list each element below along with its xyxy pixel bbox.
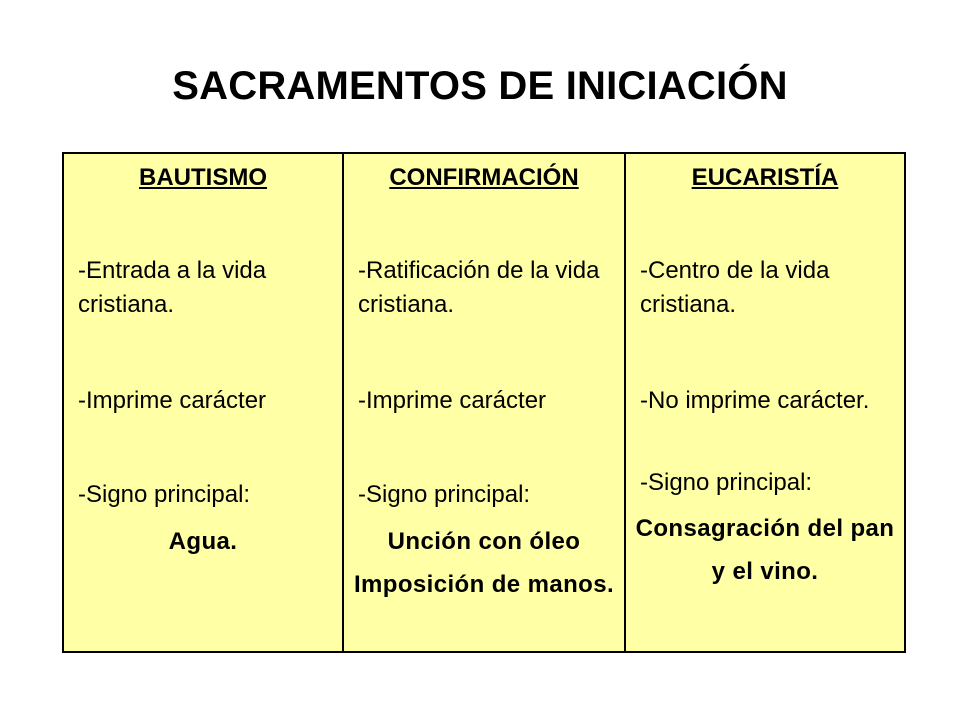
point-caracter: -Imprime carácter [358, 387, 547, 414]
point-signo: -Signo principal: [358, 481, 531, 508]
sign-text: Consagración del pan y el vino. [635, 515, 895, 585]
sacraments-table [62, 152, 906, 653]
sign-text: Agua. [168, 528, 238, 555]
point-signo: -Signo principal: [78, 481, 251, 508]
slide-title: SACRAMENTOS DE INICIACIÓN [172, 64, 788, 108]
point-caracter: -Imprime carácter [78, 387, 267, 414]
point-entrada: -Entrada a la vida cristiana. [78, 257, 267, 318]
column-heading: BAUTISMO [139, 164, 267, 191]
column-heading: EUCARISTÍA [691, 164, 839, 191]
column-bautismo [63, 153, 343, 652]
column-confirmacion [343, 153, 625, 652]
column-eucaristia [625, 153, 905, 652]
point-centro: -Centro de la vida cristiana. [640, 257, 830, 318]
table-row [63, 153, 905, 652]
column-heading: CONFIRMACIÓN [389, 164, 579, 191]
point-no-caracter: -No imprime carácter. [640, 387, 870, 414]
point-ratificacion: -Ratificación de la vida cristiana. [358, 257, 600, 318]
sign-text: Unción con óleo Imposición de manos. [353, 528, 615, 598]
point-signo: -Signo principal: [640, 469, 813, 496]
